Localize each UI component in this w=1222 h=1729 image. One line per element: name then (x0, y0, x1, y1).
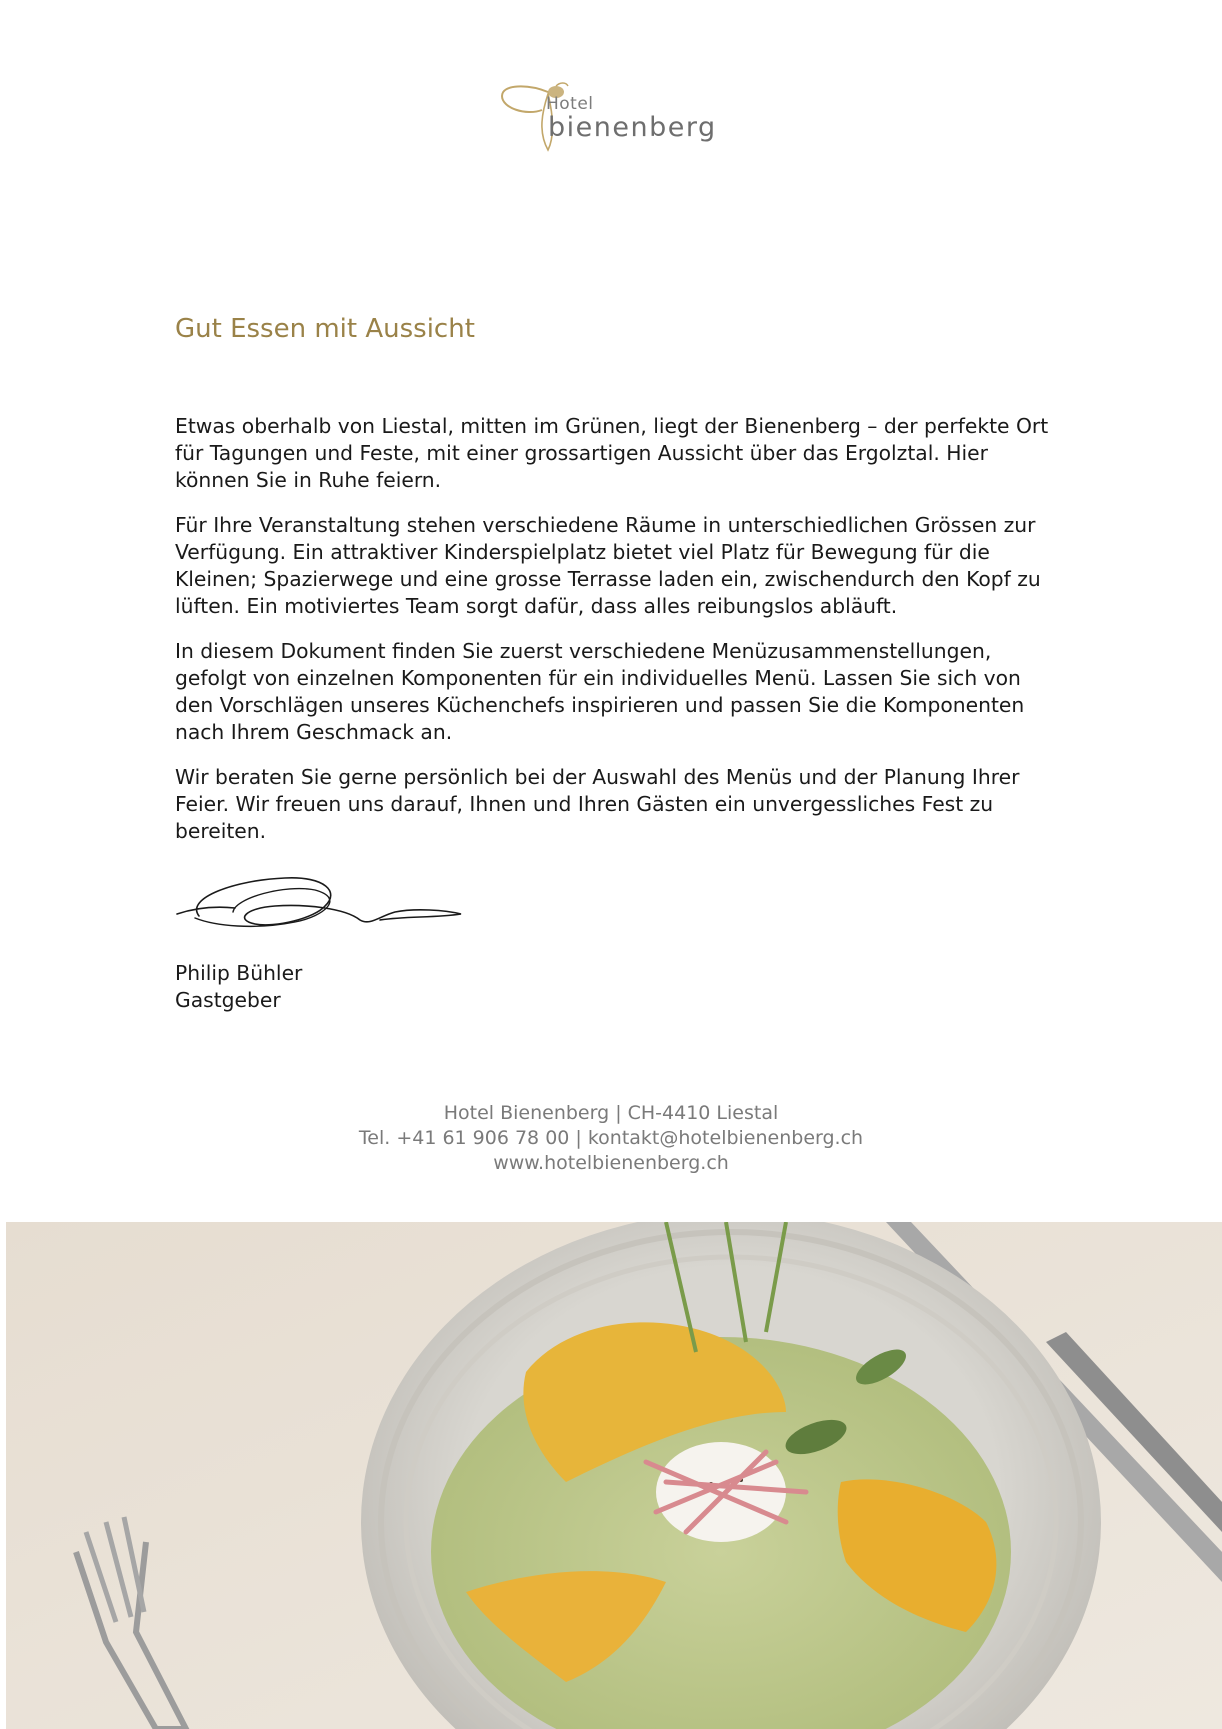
intro-text (175, 413, 1055, 863)
paragraph: Für Ihre Veranstaltung stehen verschiedene Räume in unterschiedlichen Grössen zur Verfügung. Ein attraktiver Kinderspielplatz bietet viel Platz für Bewegung für die Kleinen; Spazierwege und eine grosse Terrasse laden ein, zwischendurch den Kopf zu lüften. Ein motiviertes Team sorgt dafür, dass alles reibungslos abläuft. (175, 513, 1041, 618)
footer-website: www.hotelbienenberg.ch (493, 1152, 729, 1174)
footer-address: Hotel Bienenberg | CH-4410 Liestal (443, 1102, 779, 1124)
contact-footer (0, 1101, 1222, 1176)
hotel-logo (498, 82, 724, 154)
signer-block (175, 960, 302, 1014)
paragraph: Etwas oberhalb von Liestal, mitten im Grünen, liegt der Bienenberg – der perfekte Ort für Tagungen und Feste, mit einer grossartigen Aussicht über das Ergolztal. Hier können Sie in Ruhe feiern. (175, 414, 1049, 492)
food-photo (6, 1222, 1222, 1729)
soup-bowl-image (6, 1222, 1222, 1729)
footer-contact: Tel. +41 61 906 78 00 | kontakt@hotelbienenberg.ch (358, 1127, 864, 1149)
logo-hotel-text: Hotel (546, 94, 594, 114)
signer-role: Gastgeber (175, 988, 281, 1012)
logo-name-text: bienenberg (548, 112, 717, 143)
page-title: Gut Essen mit Aussicht (175, 314, 475, 344)
signature-image (175, 868, 465, 940)
paragraph: Wir beraten Sie gerne persönlich bei der Auswahl des Menüs und der Planung Ihrer Feier. Wir freuen uns darauf, Ihnen und Ihren Gästen ein unvergessliches Fest zu bereiten. (175, 765, 1020, 843)
paragraph: In diesem Dokument finden Sie zuerst verschiedene Menüzusammenstellungen, gefolgt von einzelnen Komponenten für ein individuelles Menü. Lassen Sie sich von den Vorschlägen unseres Küchenchefs inspirieren und passen Sie die Komponenten nach Ihrem Geschmack an. (175, 639, 1025, 744)
signer-name: Philip Bühler (175, 961, 303, 985)
